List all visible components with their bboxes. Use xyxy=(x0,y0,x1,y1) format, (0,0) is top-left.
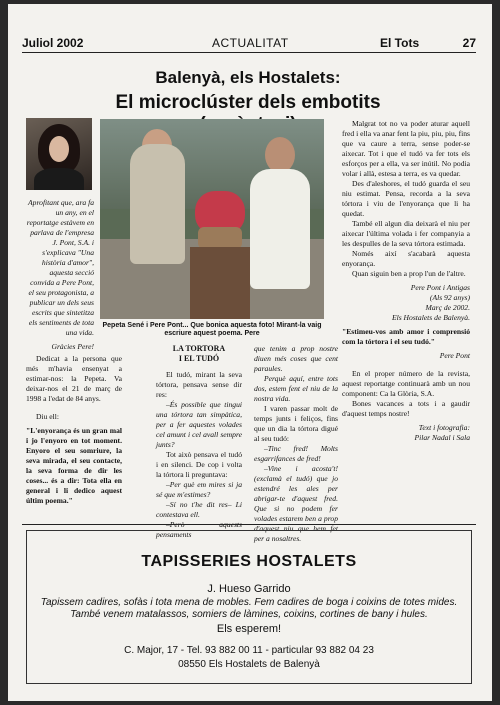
article-subtitle: El microclúster dels embotits xyxy=(115,92,381,113)
poem-paragraph: –Per què em mires si ja sé que m'estimes? xyxy=(156,480,242,499)
signature-date: Març de 2002. xyxy=(425,303,470,312)
signature-age: (Als 92 anys) xyxy=(429,293,470,302)
article-photo xyxy=(100,119,324,319)
holidays-note: Bones vacances a tots i a gaudir d'aquest temps nostre! xyxy=(342,399,470,418)
poem-column-2 xyxy=(254,344,338,544)
right-quote: "Estimeu-vos amb amor i comprensió com la tórtora i el seu tudó." xyxy=(342,327,470,346)
ad-address: C. Major, 17 - Tel. 93 882 00 11 - particular 93 882 04 23 xyxy=(124,645,374,656)
advertisement-box xyxy=(26,530,472,684)
says-label: Diu ell: xyxy=(36,412,59,421)
poem-paragraph: I varen passar molt de temps junts i feliços, fins que un dia la tórtora digué al seu tudó: xyxy=(254,404,338,443)
poem-paragraph: –Vine i acosta't! (exclamà el tudó) que jo estendré les ales per abrigar-te d'aquest fred. Que si no podem fer volades estarem ben a prop d'aquest niu que hem fet per a nosaltres. xyxy=(254,464,338,543)
ad-owner: J. Hueso Garrido xyxy=(207,583,291,595)
ad-title: TAPISSERIES HOSTALETS xyxy=(141,553,357,570)
poem-paragraph: Tot això pensava el tudó i en silenci. De cop i volta la tórtora li preguntava: xyxy=(156,450,242,479)
magazine-name: El Tots xyxy=(380,36,420,50)
intro-text: Aprofitant que, ara fa un any, en el reportatge estàvem en parlava de l'empresa J. Pont, S.A. i s'explicava "Una història d'amor", aquesta secció convida a Pere Pont, el seu protagonista, a publicar un dels seus escrits que sintetitza els sentiments de tota una vida. xyxy=(26,198,94,337)
left-quote: "L'enyorança és un gran mal i jo l'enyoro en tot moment. Enyoro el seu somriure, la seva mirada, el seu contacte, la seva forma de dir les coses... és a dir: Tota ella en general i li dedico aquest últim poema." xyxy=(26,426,122,505)
issue-date: Juliol 2002 xyxy=(22,36,84,50)
credit-label: Text i fotografia: xyxy=(418,423,470,432)
body-paragraph: Malgrat tot no va poder aturar aquell fred i ella va anar fent la piu, piu, piu, fins que va caure a terra, sense poder-se aixecar. Tot i que el tudó va fer tots els esforços per a ella, va ser inútil. No podia volar i allà, estesa a terra, es va quedar. xyxy=(342,119,470,178)
next-issue-note: En el proper número de la revista, aquest reportatge continuarà amb un nou component: Ca la Glòria, S.A. xyxy=(342,369,470,398)
right-quote-signature: Pere Pont xyxy=(439,351,470,360)
poem-column-1 xyxy=(156,344,242,540)
poem-paragraph: –És possible que tingui una tórtora tan simpàtica, per a fer aquestes volades cel amunt i cel avall sempre junts? xyxy=(156,400,242,449)
body-paragraph: Quan siguin ben a prop l'un de l'altre. xyxy=(352,269,466,278)
poem-paragraph: que tenim a prop nostre diuen més coses que cent paraules. xyxy=(254,344,338,373)
photo-caption: Pepeta Sené i Pere Pont... Que bonica aquesta foto! Mirant-la vaig escriure aquest poema. Pere xyxy=(102,322,322,338)
ad-welcome: Els esperem! xyxy=(216,623,282,635)
body-paragraph: Només així s'acabarà aquesta enyorança. xyxy=(342,249,470,268)
magazine-page xyxy=(8,4,492,701)
page-number: 27 xyxy=(462,36,476,50)
intro-column xyxy=(26,198,94,352)
page-header xyxy=(22,36,476,52)
poem-paragraph: –Tinc fred! Molts esgarrifances de fred! xyxy=(254,444,338,463)
body-paragraph: Des d'aleshores, el tudó guarda el seu niu estimat. Pensa, recorda a la seva tórtora i viu de l'enyorança que li ha quedat. xyxy=(342,179,470,218)
ad-address: 08550 Els Hostalets de Balenyà xyxy=(178,659,320,670)
dedication-text: Dedicat a la persona que més m'havia ensenyat a estimar-nos: la Pepeta. Va deixar-nos el 21 de març de 1998 a l'edat de 84 anys. xyxy=(26,354,122,403)
signature-place: Els Hostalets de Balenyà. xyxy=(391,313,470,322)
poem-title: LA TORTORA I EL TUDÓ xyxy=(172,344,226,363)
poem-paragraph: –Sí no t'he dit res– Li contestava ell. xyxy=(156,500,242,519)
ad-description: Tapissem cadires, sofàs i tota mena de mobles. Fem cadires de boga i coixins de totes mides. xyxy=(40,597,458,608)
section-name: ACTUALITAT xyxy=(212,36,289,50)
header-rule xyxy=(22,52,476,53)
article-title: Balenyà, els Hostalets: xyxy=(155,68,341,87)
credit-name: Pilar Nadal i Sala xyxy=(414,433,470,442)
author-portrait xyxy=(26,118,92,190)
dedication-column xyxy=(26,354,122,506)
body-paragraph: També ell algun dia deixarà el niu per aixecar l'última volada i fer companyia a les despulles de la seva tórtora estimada. xyxy=(342,219,470,248)
poem-paragraph: Perquè aquí, entre tots dos, estem fent el niu de la nostra vida. xyxy=(254,374,338,403)
thanks-text: Gràcies Pere! xyxy=(51,342,94,351)
ad-rule xyxy=(22,524,476,525)
poem-paragraph: El tudó, mirant la seva tórtora, pensava sense dir res: xyxy=(156,370,242,399)
signature-name: Pere Pont i Antigas xyxy=(410,283,470,292)
poem-paragraph: –Però aquests pensaments xyxy=(156,520,242,539)
ad-description: També venem matalassos, somiers de làmines, coixins, cortines de bany i hules. xyxy=(70,609,428,620)
right-column xyxy=(342,119,470,443)
